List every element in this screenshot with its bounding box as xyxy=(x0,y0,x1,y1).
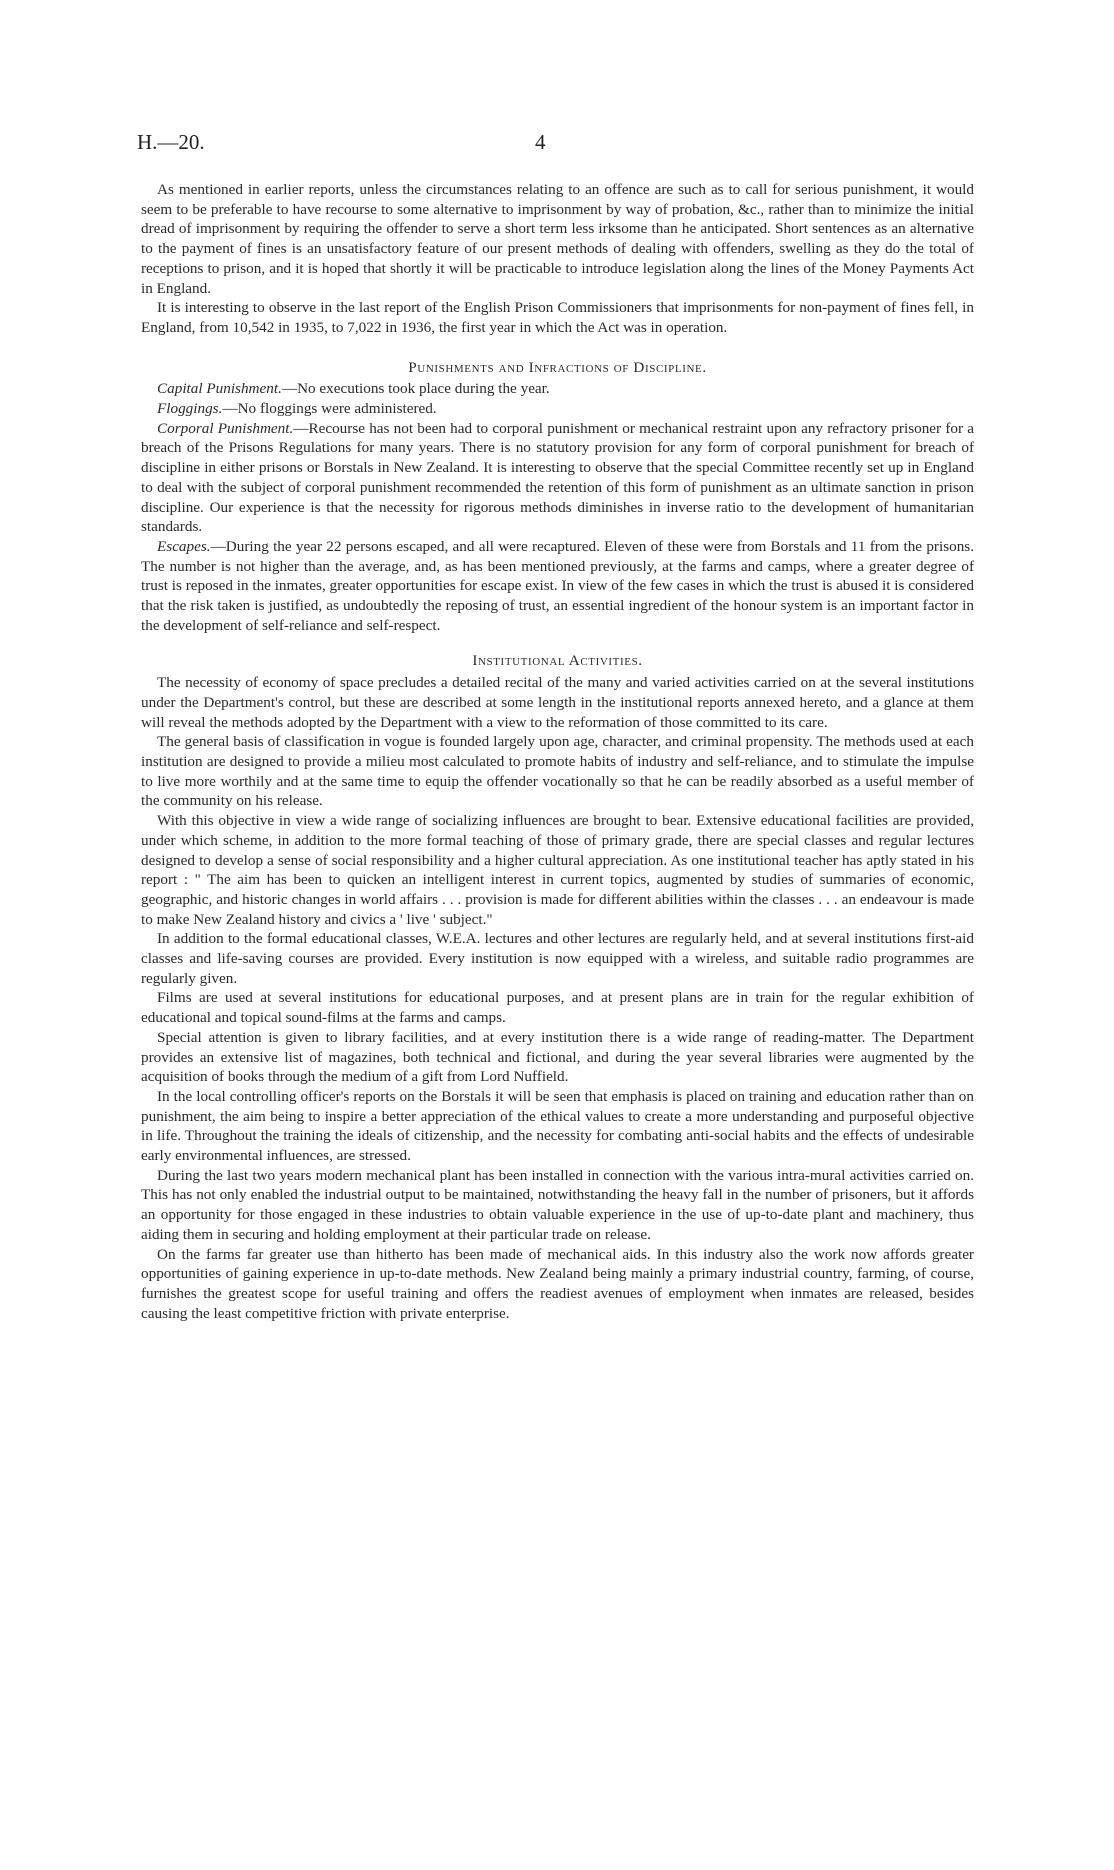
run-in-heading: Escapes. xyxy=(157,537,211,555)
paragraph-text: —No executions took place during the year. xyxy=(281,380,550,398)
run-in-heading: Floggings. xyxy=(157,400,223,418)
document-body xyxy=(141,180,974,1323)
section-heading-institutional: Institutional Activities. xyxy=(472,652,643,670)
paragraph-escapes xyxy=(141,537,974,636)
run-in-heading: Capital Punishment. xyxy=(157,380,282,398)
paragraph: During the last two years modern mechanical plant has been installed in connection with the various intra-mural activities carried on. This has not only enabled the industrial output to be maintained, notwithstanding the heavy fall in the number of prisoners, but it affords an opportunity for those engaged in these industries to obtain valuable experience in the use of up-to-date plant and machinery, thus aiding them in securing and holding employment at their particular trade on release. xyxy=(141,1166,974,1243)
paragraph: In addition to the formal educational classes, W.E.A. lectures and other lectures are regularly held, and at several institutions first-aid classes and life-saving courses are provided. Every institution is now equipped with a wireless, and suitable radio programmes are regularly given. xyxy=(141,930,974,987)
section-heading-punishments: Punishments and Infractions of Discipline. xyxy=(408,358,707,376)
paragraph-text: —During the year 22 persons escaped, and all were recaptured. Eleven of these were from Borstals and 11 from the prisons. The number is not higher than the average, and, as has been mentioned previously, at the farms and camps, where a greater degree of trust is reposed in the inmates, greater opportunities for escape exist. In view of the few cases in which the trust is abused it is considered that the risk taken is justified, as undoubtedly the reposing of trust, an essential ingredient of the honour system is an important factor in the development of self-reliance and self-respect. xyxy=(141,537,974,634)
paragraph-text: —No floggings were administered. xyxy=(222,400,437,418)
page-header xyxy=(137,130,977,160)
paragraph: Special attention is given to library facilities, and at every institution there is a wide range of reading-matter. The Department provides an extensive list of magazines, both technical and fictional, and during the year several libraries were augmented by the acquisition of books through the medium of a gift from Lord Nuffield. xyxy=(141,1028,974,1086)
paragraph: The general basis of classification in vogue is founded largely upon age, character, and criminal propensity. The methods used at each institution are designed to provide a milieu most calculated to promote habits of industry and self-reliance, and to stimulate the impulse to live more worthily and at the same time to equip the offender vocationally so that he can be readily absorbed as a useful member of the community on his release. xyxy=(141,733,974,810)
run-in-heading: Corporal Punishment. xyxy=(157,419,294,437)
paragraph-corporal-punishment xyxy=(141,419,974,537)
page-number: 4 xyxy=(535,130,546,154)
paragraph: On the farms far greater use than hitherto has been made of mechanical aids. In this industry also the work now affords greater opportunities of gaining experience in up-to-date methods. New Zealand being mainly a primary industrial country, farming, of course, furnishes the greatest scope for useful training and offers the readiest avenues of employment when inmates are released, besides causing the least competitive friction with private enterprise. xyxy=(141,1245,974,1322)
paragraph: It is interesting to observe in the last report of the English Prison Commissioners that imprisonments for non-payment of fines fell, in England, from 10,542 in 1935, to 7,022 in 1936, the first year in which the Act was in operation. xyxy=(141,299,974,336)
paragraph-text: —Recourse has not been had to corporal punishment or mechanical restraint upon any refractory prisoner for a breach of the Prisons Regulations for many years. There is no statutory provision for any form of corporal punishment for breach of discipline in either prisons or Borstals in New Zealand. It is interesting to observe that the special Committee recently set up in England to deal with the subject of corporal punishment recommended the retention of this form of punishment as an ultimate sanction in prison discipline. Our experience is that the necessity for rigorous methods diminishes in inverse ratio to the development of humanitarian standards. xyxy=(141,419,974,536)
paragraph: With this objective in view a wide range of socializing influences are brought to bear. Extensive educational facilities are provided, under which scheme, in addition to the more formal teaching of those of primary grade, there are special classes and regular lectures designed to develop a sense of social responsibility and a higher cultural appreciation. As one institutional teacher has aptly stated in his report : " The aim has been to quicken an intelligent interest in current topics, augmented by studies of summaries of economic, geographic, and historic changes in world affairs . . . provision is made for different abilities within the classes . . . an endeavour is made to make New Zealand history and civics a ' live ' subject." xyxy=(141,812,974,928)
paragraph-floggings xyxy=(141,399,974,419)
paragraph-capital-punishment xyxy=(141,379,974,399)
paragraph: As mentioned in earlier reports, unless the circumstances relating to an offence are such as to call for serious punishment, it would seem to be preferable to have recourse to some alternative to imprisonment by way of probation, &c., rather than to minimize the initial dread of imprisonment by requiring the offender to serve a short term less irksome than he anticipated. Short sentences as an alternative to the payment of fines is an unsatisfactory feature of our present methods of dealing with offenders, swelling as they do the total of receptions to prison, and it is hoped that shortly it will be practicable to introduce legislation along the lines of the Money Payments Act in England. xyxy=(141,181,974,297)
paragraph: Films are used at several institutions for educational purposes, and at present plans are in train for the regular exhibition of educational and topical sound-films at the farms and camps. xyxy=(141,989,974,1027)
paragraph: The necessity of economy of space precludes a detailed recital of the many and varied activities carried on at the several institutions under the Department's control, but these are described at some length in the institutional reports annexed hereto, and a glance at them will reveal the methods adopted by the Department with a view to the reformation of those committed to its care. xyxy=(141,674,974,731)
document-code: H.—20. xyxy=(137,130,205,154)
paragraph: In the local controlling officer's reports on the Borstals it will be seen that emphasis is placed on training and education rather than on punishment, the aim being to inspire a better appreciation of the ethical values to create a more understanding and purposeful objective in life. Throughout the training the ideals of citizenship, and the necessity for combating anti-social habits and the effects of undesirable early environmental influences, are stressed. xyxy=(141,1087,974,1165)
